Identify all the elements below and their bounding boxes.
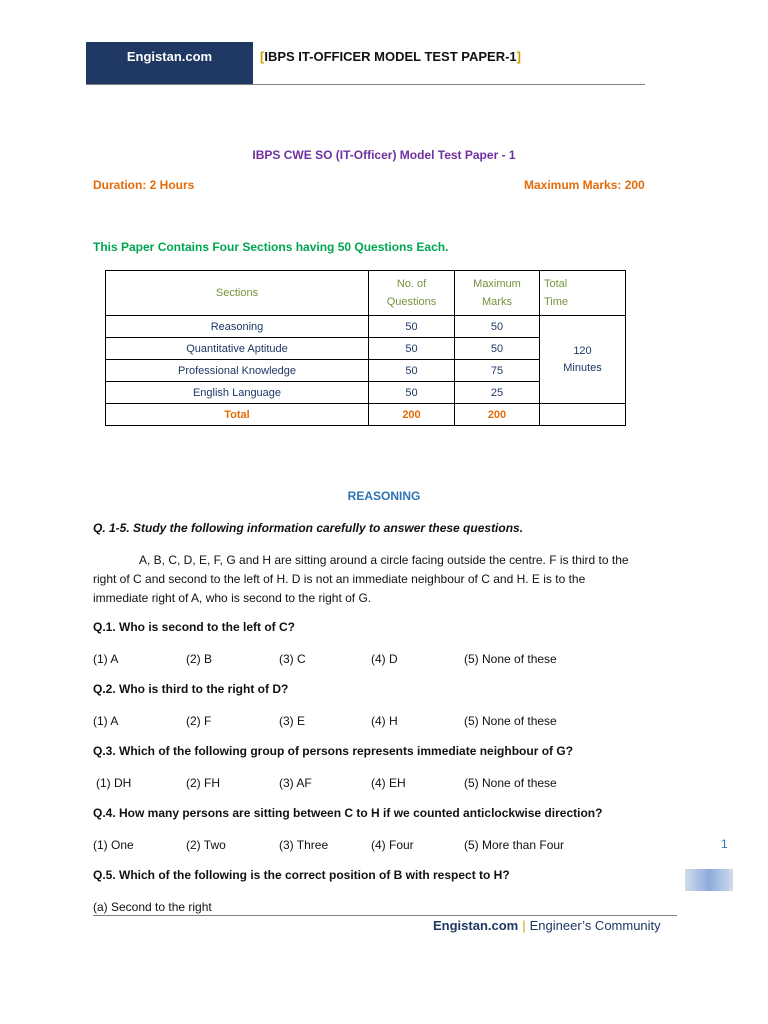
question-5: Q.5. Which of the following is the correct position of B with respect to H? (93, 868, 510, 882)
cell-marks: 75 (455, 360, 540, 382)
intro-text: This Paper Contains Four Sections having 50 Questions Each. (93, 240, 449, 254)
question-2: Q.2. Who is third to the right of D? (93, 682, 289, 696)
q2-option-1: (1) A (93, 714, 119, 728)
q4-option-3: (3) Three (279, 838, 329, 852)
header-marks-line1: Maximum (473, 278, 521, 290)
header-bracket-open: [ (260, 49, 265, 64)
passage-line: immediate right of A, who is second to the right of G. (93, 591, 372, 605)
q2-option-5: (5) None of these (464, 714, 557, 728)
cell-section: English Language (106, 382, 369, 404)
cell-section: Reasoning (106, 316, 369, 338)
max-marks-label: Maximum Marks: 200 (524, 178, 645, 192)
header-site-name: Engistan.com (126, 49, 213, 64)
header-questions-line2: Questions (386, 296, 437, 308)
cell-questions: 50 (369, 316, 455, 338)
cell-marks: 50 (455, 338, 540, 360)
question-4: Q.4. How many persons are sitting between C to H if we counted anticlockwise direction? (93, 806, 603, 820)
total-marks: 200 (455, 404, 540, 426)
passage-line: A, B, C, D, E, F, G and H are sitting around a circle facing outside the centre. F is third to the (139, 553, 629, 567)
question-1: Q.1. Who is second to the left of C? (93, 620, 296, 634)
cell-total-time (540, 316, 626, 404)
cell-section: Professional Knowledge (106, 360, 369, 382)
cell-questions: 50 (369, 360, 455, 382)
total-label: Total (106, 404, 369, 426)
header-marks (455, 271, 540, 316)
q3-option-5: (5) None of these (464, 776, 557, 790)
q5-option-1: (a) Second to the right (93, 900, 212, 914)
header-title-text: IBPS IT-OFFICER MODEL TEST PAPER-1 (264, 49, 517, 64)
sections-table (105, 270, 626, 426)
q2-option-2: (2) F (186, 714, 212, 728)
q1-option-3: (3) C (279, 652, 306, 666)
header-questions-line1: No. of (396, 278, 427, 290)
footer-site: Engistan.com (433, 918, 519, 933)
cell-section: Quantitative Aptitude (106, 338, 369, 360)
q3-option-2: (2) FH (186, 776, 220, 790)
passage-line: right of C and second to the left of H. D is not an immediate neighbour of C and H. E is to the (93, 572, 586, 586)
header-time (540, 271, 626, 316)
cell-questions: 50 (369, 338, 455, 360)
q4-option-2: (2) Two (186, 838, 226, 852)
total-time-empty (540, 404, 626, 426)
header-rule (86, 84, 645, 85)
header-time-line2: Time (544, 296, 569, 308)
cell-marks: 50 (455, 316, 540, 338)
table-header-row (106, 271, 626, 316)
q4-option-1: (1) One (93, 838, 134, 852)
q4-option-4: (4) Four (371, 838, 414, 852)
q1-option-4: (4) D (371, 652, 398, 666)
time-value: 120 (573, 344, 592, 357)
section-heading: REASONING (347, 489, 421, 503)
cell-marks: 25 (455, 382, 540, 404)
header-questions (369, 271, 455, 316)
header-time-line1: Total (544, 278, 568, 290)
header-title (260, 49, 521, 64)
duration-label: Duration: 2 Hours (93, 178, 195, 192)
passage (93, 551, 673, 608)
table-row (106, 316, 626, 338)
q3-option-1: (1) DH (96, 776, 132, 790)
question-3: Q.3. Which of the following group of persons represents immediate neighbour of G? (93, 744, 574, 758)
instruction: Q. 1-5. Study the following information carefully to answer these questions. (93, 521, 524, 535)
q2-option-4: (4) H (371, 714, 398, 728)
header-bracket-close: ] (516, 49, 522, 64)
q1-option-1: (1) A (93, 652, 119, 666)
footer-tagline: Engineer’s Community (529, 918, 661, 933)
time-unit: Minutes (563, 361, 602, 374)
q3-option-3: (3) AF (279, 776, 312, 790)
footer-rule (93, 915, 677, 916)
page-number: 1 (721, 837, 728, 851)
table-total-row (106, 404, 626, 426)
page-tab-decoration (685, 869, 733, 891)
q1-option-5: (5) None of these (464, 652, 557, 666)
q3-option-4: (4) EH (371, 776, 406, 790)
cell-questions: 50 (369, 382, 455, 404)
footer (433, 918, 661, 933)
document-title: IBPS CWE SO (IT-Officer) Model Test Paper - 1 (252, 148, 516, 162)
q1-option-2: (2) B (186, 652, 213, 666)
q4-option-5: (5) More than Four (464, 838, 565, 852)
footer-separator: | (522, 918, 526, 933)
q2-option-3: (3) E (279, 714, 306, 728)
header-marks-line2: Marks (482, 296, 512, 308)
header-sections: Sections (106, 271, 369, 316)
total-questions: 200 (369, 404, 455, 426)
